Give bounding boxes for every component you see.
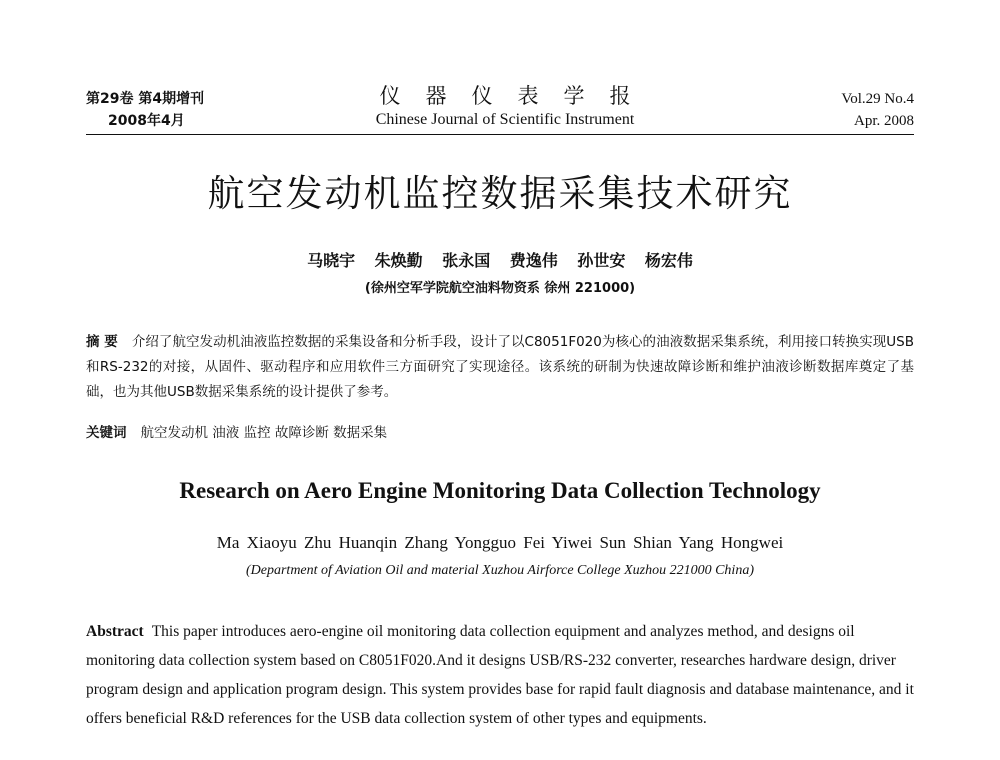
date-cn: 2008年4月 (108, 113, 185, 129)
affiliation-cn: (徐州空军学院航空油料物资系 徐州 221000) (364, 281, 636, 296)
abstract-cn-label: 摘 要 (86, 334, 118, 350)
abstract-en-label: Abstract (86, 623, 144, 640)
journal-name-en: Chinese Journal of Scientific Instrument (375, 111, 635, 128)
abstract-en-text: This paper introduces aero-engine oil monitoring data collection equipment and analyzes method, and designs oil monitoring data collection system based on C8051F020.And it designs USB/RS-232 converter, researches hardware design, driver program design and application program design. This system provides base for rapid fault diagnosis and database maintenance, and it offers beneficial R&D references for the USB data collection system of other types and equipments. (86, 623, 914, 727)
header-rule (86, 134, 914, 135)
authors-en: Ma Xiaoyu Zhu Huanqin Zhang Yongguo Fei Yiwei Sun Shian Yang Hongwei (216, 533, 784, 552)
keywords-cn (86, 421, 914, 446)
keywords-cn-label: 关键词 (86, 425, 127, 441)
header-right (764, 88, 914, 132)
paper-title-cn: 航空发动机监控数据采集技术研究 (207, 172, 793, 215)
affiliation-en: (Department of Aviation Oil and material Xuzhou Airforce College Xuzhou 221000 China) (246, 563, 754, 578)
volume-issue-en: Vol.29 No.4 (841, 91, 914, 107)
paper-title-en: Research on Aero Engine Monitoring Data Collection Technology (179, 478, 821, 503)
authors-cn: 马晓宇 朱焕勤 张永国 费逸伟 孙世安 杨宏伟 (307, 251, 693, 270)
abstract-cn-text: 介绍了航空发动机油液监控数据的采集设备和分析手段，设计了以C8051F020为核心的油液数据采集系统，利用接口转换实现USB和RS-232的对接，从固件、驱动程序和应用软件三方面研究了实现途径。该系统的研制为快速故障诊断和维护油液诊断数据库奠定了基础，也为其他USB数据采集系统的设计提供了参考。 (86, 334, 914, 400)
header-left (86, 88, 256, 132)
keywords-cn-text: 航空发动机 油液 监控 故障诊断 数据采集 (140, 425, 388, 441)
journal-masthead (340, 83, 670, 131)
journal-name-cn: 仪器仪表学报 (379, 84, 656, 108)
abstract-cn (86, 330, 914, 405)
volume-issue-cn: 第29卷 第4期增刊 (86, 91, 205, 107)
abstract-en (86, 617, 914, 733)
date-en: Apr. 2008 (854, 113, 914, 129)
